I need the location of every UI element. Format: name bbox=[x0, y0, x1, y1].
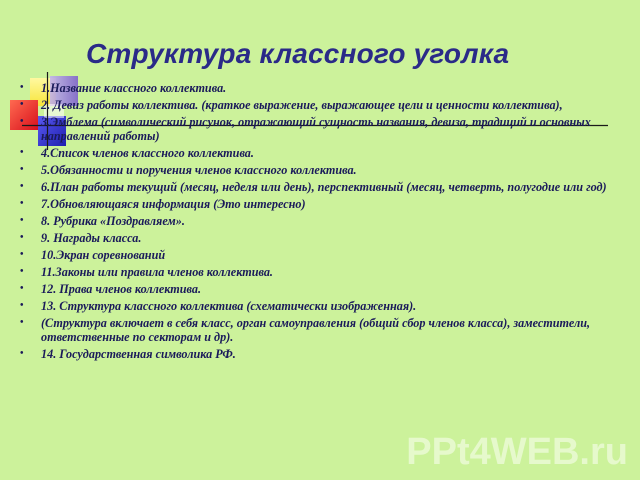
bullet-icon: • bbox=[20, 232, 24, 243]
list-item bbox=[20, 115, 620, 143]
bullet-icon: • bbox=[20, 300, 24, 311]
bullet-icon: • bbox=[20, 249, 24, 260]
list-item-text: 8. Рубрика «Поздравляем». bbox=[41, 214, 185, 228]
list-item-text: 6.План работы текущий (месяц, неделя или день), перспективный (месяц, четверть, полугодие или год) bbox=[41, 180, 607, 194]
list-item bbox=[20, 299, 620, 313]
bullet-icon: • bbox=[20, 266, 24, 277]
bullet-icon: • bbox=[20, 198, 24, 209]
list-item bbox=[20, 347, 620, 361]
list-item-text: 1.Название классного коллектива. bbox=[41, 81, 227, 95]
list-item bbox=[20, 282, 620, 296]
list-item bbox=[20, 197, 620, 211]
list-item-text: 13. Структура классного коллектива (схематически изображенная). bbox=[41, 299, 417, 313]
list-item bbox=[20, 214, 620, 228]
structure-list bbox=[20, 81, 620, 364]
bullet-icon: • bbox=[20, 215, 24, 226]
list-item bbox=[20, 316, 620, 344]
list-item-text: 2. Девиз работы коллектива. (краткое выражение, выражающее цели и ценности коллектива), bbox=[41, 98, 563, 112]
bullet-icon: • bbox=[20, 164, 24, 175]
bullet-icon: • bbox=[20, 348, 24, 359]
watermark-logo: PPt4WEB.ru bbox=[406, 431, 628, 473]
bullet-icon: • bbox=[20, 181, 24, 192]
bullet-icon: • bbox=[20, 283, 24, 294]
list-item bbox=[20, 163, 620, 177]
list-item-text: 12. Права членов коллектива. bbox=[41, 282, 202, 296]
bullet-icon: • bbox=[20, 82, 24, 93]
bullet-icon: • bbox=[20, 147, 24, 158]
bullet-icon: • bbox=[20, 99, 24, 110]
list-item bbox=[20, 231, 620, 245]
slide-title: Структура классного уголка bbox=[86, 38, 510, 69]
list-item bbox=[20, 248, 620, 262]
bullet-icon: • bbox=[20, 116, 24, 127]
list-item-text: 4.Список членов классного коллектива. bbox=[41, 146, 254, 160]
list-item-text: 10.Экран соревнований bbox=[41, 248, 166, 262]
list-item bbox=[20, 146, 620, 160]
list-item bbox=[20, 265, 620, 279]
list-item-text: 3.Эмблема (символический рисунок, отражающий сущность названия, девиза, традиций и основных направлений работы) bbox=[41, 115, 591, 143]
list-item bbox=[20, 81, 620, 95]
list-item-text: 7.Обновляющаяся информация (Это интересно) bbox=[41, 197, 306, 211]
list-item-text: 9. Награды класса. bbox=[41, 231, 142, 245]
list-item-text: 11.Законы или правила членов коллектива. bbox=[41, 265, 273, 279]
bullet-icon: • bbox=[20, 317, 24, 328]
list-item-text: (Структура включает в себя класс, орган самоуправления (общий сбор членов класса), заместители, ответственные по секторам и др). bbox=[41, 316, 591, 344]
list-item bbox=[20, 180, 620, 194]
list-item-text: 14. Государственная символика РФ. bbox=[41, 347, 236, 361]
list-item bbox=[20, 98, 620, 112]
list-item-text: 5.Обязанности и поручения членов классного коллектива. bbox=[41, 163, 357, 177]
